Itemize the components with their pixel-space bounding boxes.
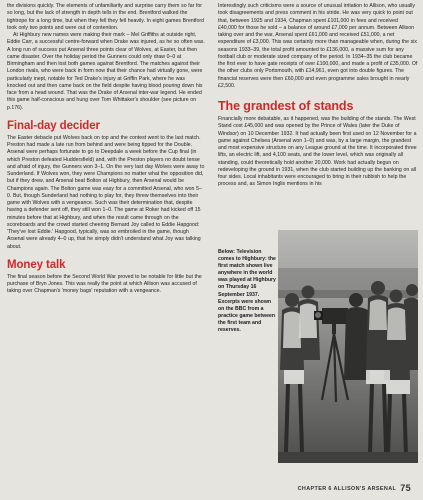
television-camera-photo bbox=[278, 230, 418, 463]
section-heading-money-talk: Money talk bbox=[7, 258, 66, 271]
running-head: CHAPTER 6 ALLISON'S ARSENAL bbox=[297, 486, 397, 492]
body-paragraph: The Easter debacle put Wolves back on top and the contest went to the last match. Preston had made a late run from behind and were being tipped for the Double. Arsenal were perhaps fortunate to go to Deepdale a week before the Cup final (in which Preston defeated Huddersfield) and, with the Preston players no doubt tense and afraid of injury, the Gunners won 3–1. On the very last day Wolves were away to Sunderland. If Wolves won, they were Champions no matter what the opposition did, but if they drew, and Arsenal beat Bolton at Highbury, then Arsenal would be Champions again. The Bolton game was easy for a committed Arsenal, who won 5–0. But, though Sunderland had nothing to play for, they threw themselves into their game with Wolves with a vengeance. Such was their determination that, despite having a defender sent off, they still won 1–0. The game at Roker had kicked off 15 minutes before that at Highbury, and when the result came through on the scoreboards and the crowd started cheering Bernard Joy called to Eddie Hapgood: 'They've lost Eddie.' Hapgood, typically, was so embroiled in the game, though Arsenal were already 4–0 up, that he simply didn't understand what Joy was talking about. bbox=[7, 134, 205, 250]
right-column bbox=[218, 3, 418, 189]
section-heading-final-day-decider: Final-day decider bbox=[7, 119, 100, 132]
photo-illustration bbox=[278, 230, 418, 463]
page-footer bbox=[298, 483, 411, 493]
body-paragraph: the divisions quickly. The elements of unfamiliarity and surprise carry them so far for so long, but the lack of strength in depth tells in the end. Brentford walked the tightrope for a long time, but when they fell they fell heavily. In eight games Brentford took only two points and were out of contention. bbox=[7, 3, 204, 31]
body-paragraph: The final season before the Second World War proved to be notable for little but the purchase of Bryn Jones. This was really the point at which Allison was accused of taking over Chapman's 'money bags' reputation with a vengeance. bbox=[7, 273, 202, 295]
body-paragraph: Financially more debatable, as it happened, was the building of the stands. The West Stand cost £45,000 and was opened by the Prince of Wales (later the Duke of Windsor) on 10 December 1932. It had actually been first used on 12 November for a game against Chelsea (Arsenal won 1–0) and was, by a large margin, the grandest and most expensive structure on any League ground at the time. It incorporated three lifts, an electric lift, and 4,100 seats, and the lower level, which was originally all standing, could theoretically hold another 20,000. Work had actually begun on redeveloping the ground in 1931, when the club started building up the banking on all four sides. Local inhabitants were encouraged to bring in their rubbish to help the process and, as Simon Inglis mentions in his bbox=[218, 116, 417, 188]
photo-block bbox=[218, 230, 418, 463]
left-column bbox=[7, 3, 205, 296]
body-paragraph: Interestingly such criticisms were a source of unusual irritation to Allison, who usually took disagreements and press comment in his stride. He was very quick to point out that, between 1925 and 1934, Chapman spent £101,000 in fees and received £40,000 for those he sold – a balance of around £7,000 per annum. Between Allison taking over and the war, Arsenal spent £61,000 and received £51,000, a net expenditure of £3,000. This was certainly more than manageable when, during the six seasons 1933–39, the total profit amounted to £136,000, a massive sum for any football club or moderate sized company of the period. In 1934–35 the club became the first ever to have gate receipts of over £100,000, and made a profit of £35,000. Of the other clubs only Portsmouth, with £14,961, even got into double figures. The financial reserves were then £60,000 and even programme sales brought in nearly £2,500. bbox=[218, 3, 418, 89]
section-heading-grandest-of-stands: The grandest of stands bbox=[218, 99, 354, 113]
page-number: 75 bbox=[400, 483, 411, 493]
body-paragraph: At Highbury new names were making their mark – Mel Griffiths at outside right, Eddie Carr, a successful centre-forward when Drake was injured, as he so often was. A long run of success put Arsenal three points clear of Wolves, at Easter, but then came disaster. Over the holiday period the Gunners could only draw 0–0 at Birmingham and then lost both games against Brentford. The matches against their London rivals, who were back in form now that their chance had virtually gone, were particularly inept, notable for Ted Drake's injury at Griffin Park, where he was knocked out and then came back on the field despite having blood pouring down his face from a head wound. That was the Drake of Arsenal inter-war legend. He ended this game half-conscious and hung over Tom Whittaker's shoulder (see picture on p.176). bbox=[7, 32, 205, 111]
photo-caption: Below: Television comes to Highbury: the first match shown live anywhere in the world was played at Highbury on Thursday 16 September 1937. Excerpts were shown on the BBC from a practice game between the first team and reserves. bbox=[218, 249, 276, 334]
